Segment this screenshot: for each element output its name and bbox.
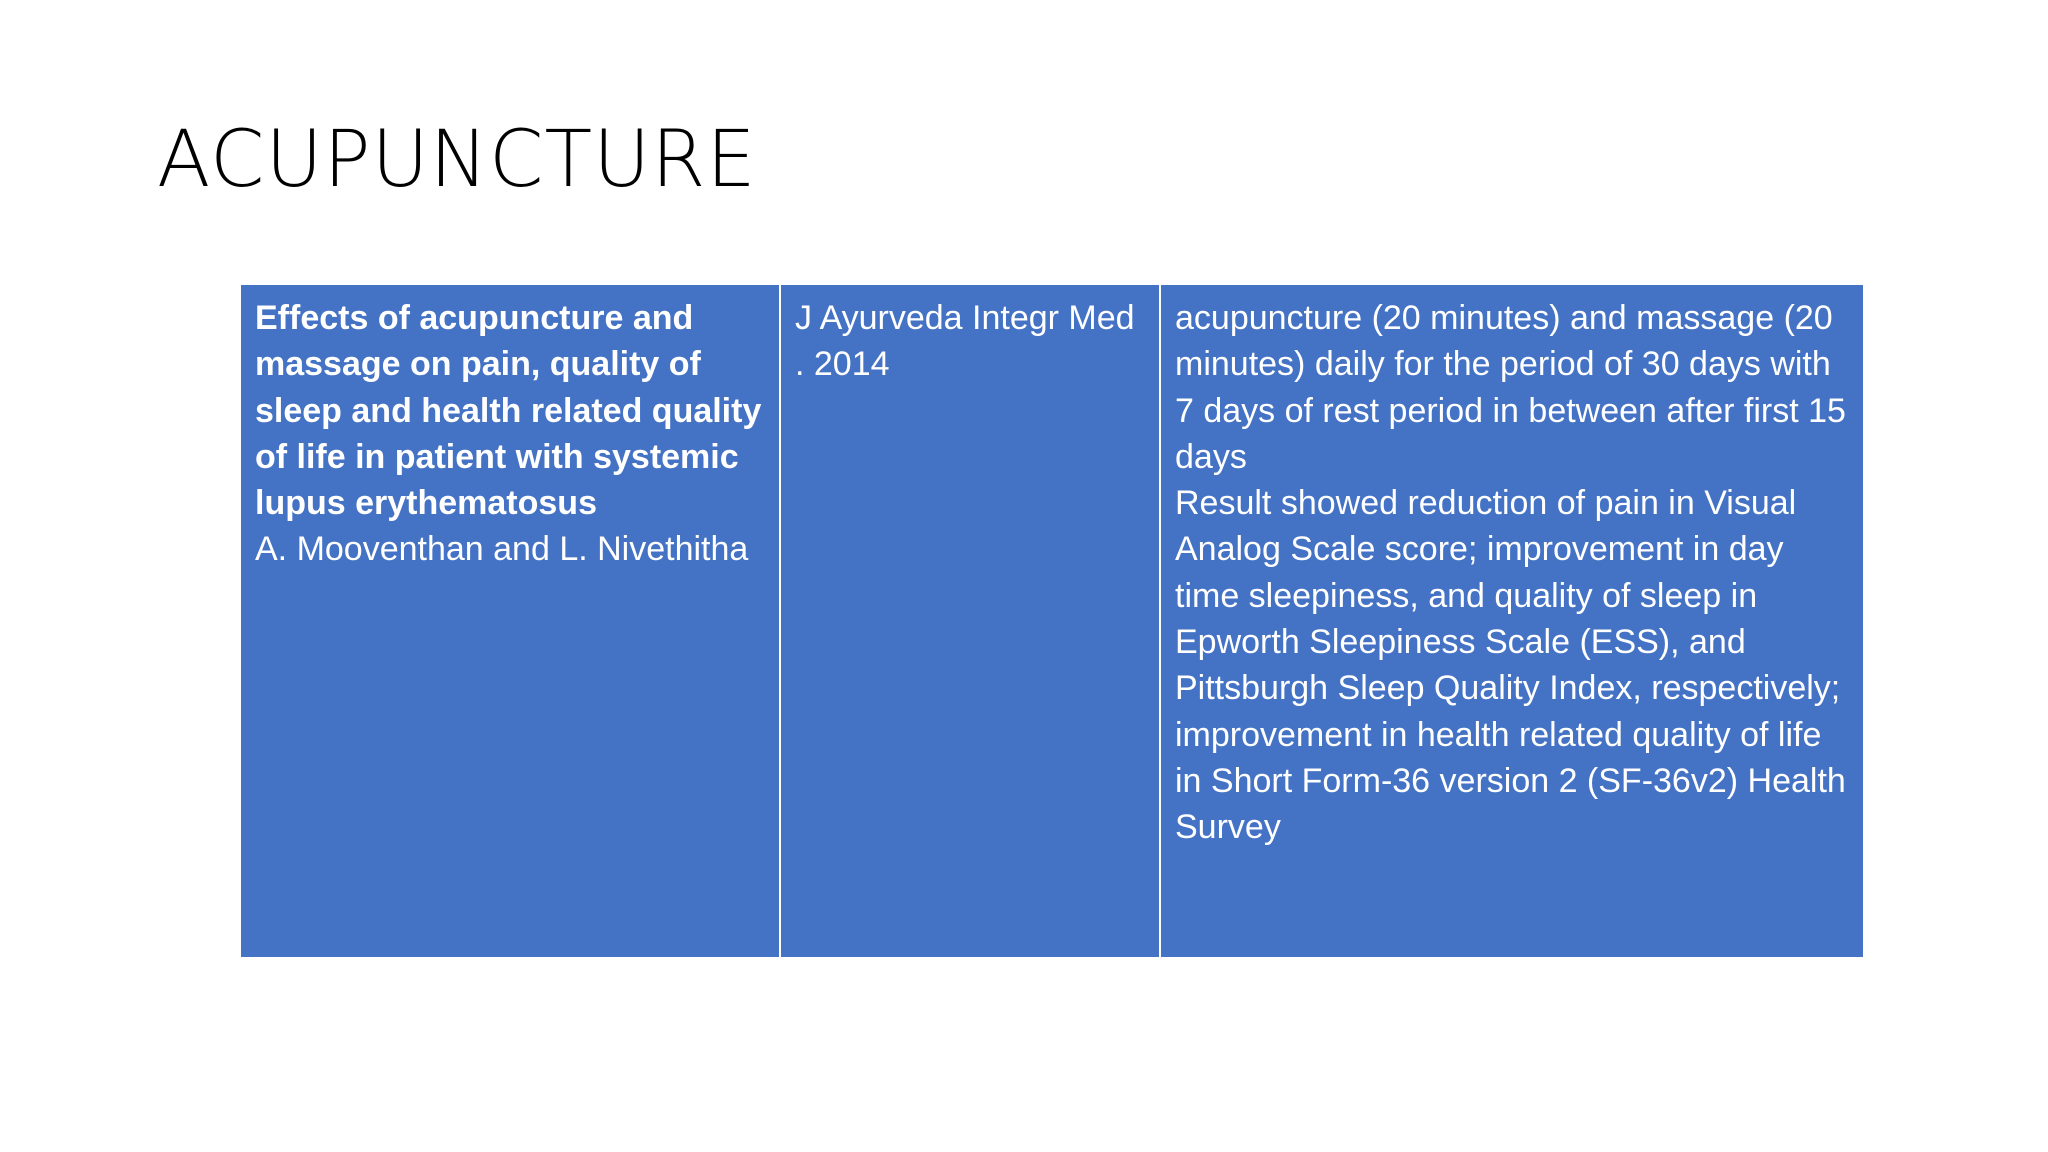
study-table — [241, 285, 1863, 957]
slide-title: ACUPUNCTURE — [157, 115, 757, 205]
study-title-cell — [241, 285, 781, 957]
study-result: Result showed reduction of pain in Visual Analog Scale score; improvement in day time sleepiness, and quality of sleep in Epworth Sleepiness Scale (ESS), and Pittsburgh Sleep Quality Index, respectively; improvement in health related quality of life in Short Form-36 version 2 (SF-36v2) Health Survey — [1175, 484, 1846, 847]
study-authors: A. Mooventhan and L. Nivethitha — [255, 530, 749, 569]
journal-cell — [781, 285, 1161, 957]
journal-name: J Ayurveda Integr Med — [795, 299, 1135, 337]
findings-cell — [1161, 285, 1863, 957]
publication-year: . 2014 — [795, 345, 890, 384]
study-title: Effects of acupuncture and massage on pain, quality of sleep and health related quality of life in patient with systemic lupus erythematosus — [255, 299, 762, 523]
study-method: acupuncture (20 minutes) and massage (20 minutes) daily for the period of 30 days with 7 days of rest period in between after first 15 days — [1175, 299, 1846, 476]
